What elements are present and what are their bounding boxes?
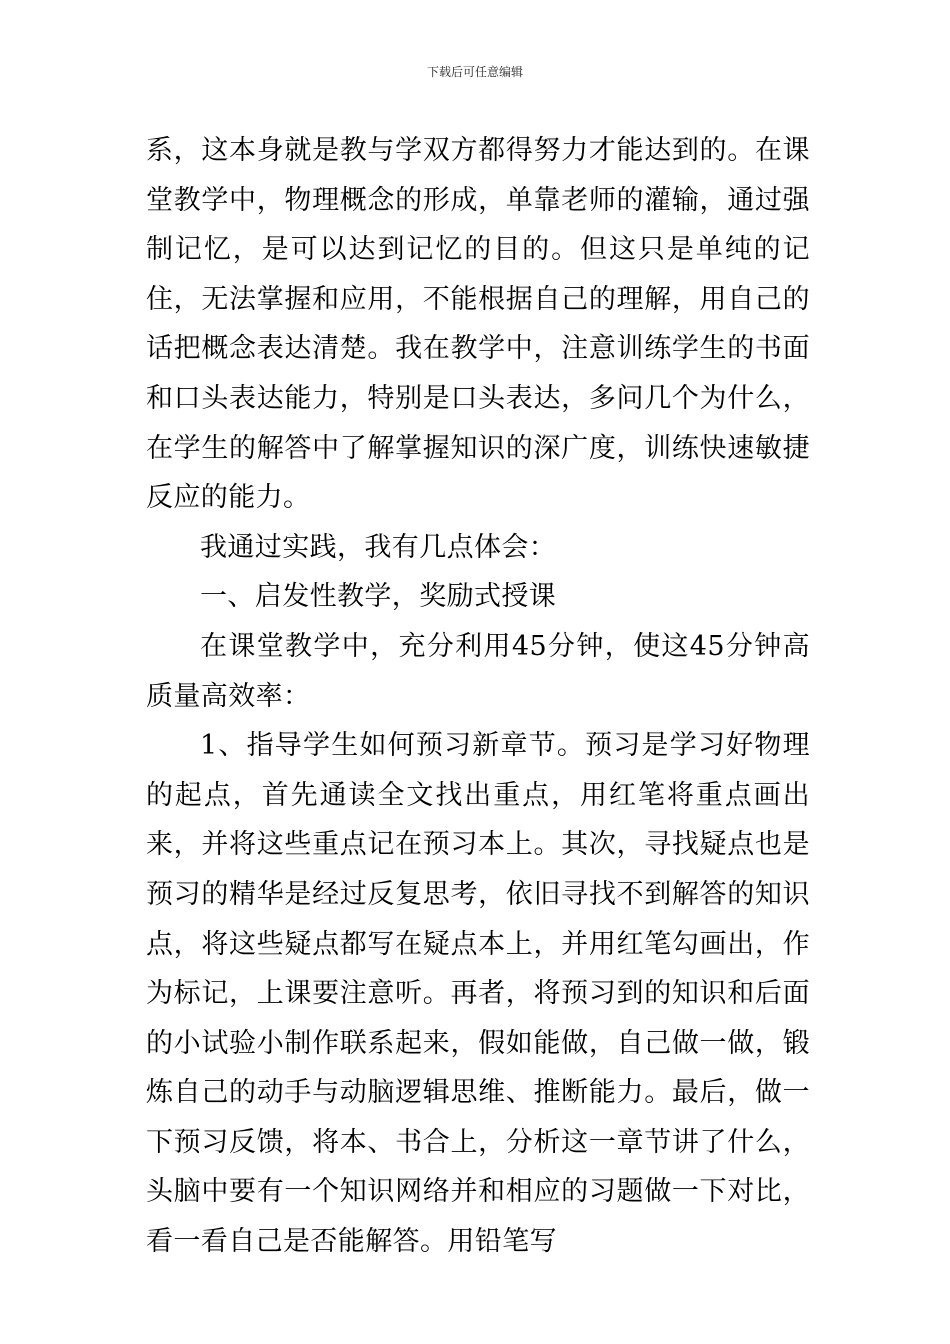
section-heading-1: 一、启发性教学，奖励式授课 [200, 581, 557, 613]
header-note: 下载后可任意编辑 [426, 65, 523, 79]
paragraph-classroom-time: 在课堂教学中，充分利用45分钟，使这45分钟高质量高效率： [146, 630, 810, 712]
paragraph-continued: 系，这本身就是教与学双方都得努力才能达到的。在课堂教学中，物理概念的形成，单靠老师的灌输，通过强制记忆，是可以达到记忆的目的。但这只是单纯的记住，无法掌握和应用，不能根据自己的理解，用自己的话把概念表达清楚。我在教学中，注意训练学生的书面和口头表达能力，特别是口头表达，多问几个为什么，在学生的解答中了解掌握知识的深广度，训练快速敏捷反应的能力。 [146, 135, 810, 514]
paragraph-preview-guidance: 1、指导学生如何预习新章节。预习是学习好物理的起点，首先通读全文找出重点，用红笔将重点画出来，并将这些重点记在预习本上。其次，寻找疑点也是预习的精华是经过反复思考，依旧寻找不到解答的知识点，将这些疑点都写在疑点本上，并用红笔勾画出，作为标记，上课要注意听。再者，将预习到的知识和后面的小试验小制作联系起来，假如能做，自己做一做，锻炼自己的动手与动脑逻辑思维、推断能力。最后，做一下预习反馈，将本、书合上，分析这一章节讲了什么，头脑中要有一个知识网络并和相应的习题做一下对比，看一看自己是否能解答。用铅笔写 [146, 730, 810, 1258]
document-body [146, 126, 810, 1267]
paragraph-experience-intro: 我通过实践，我有几点体会： [200, 531, 557, 563]
